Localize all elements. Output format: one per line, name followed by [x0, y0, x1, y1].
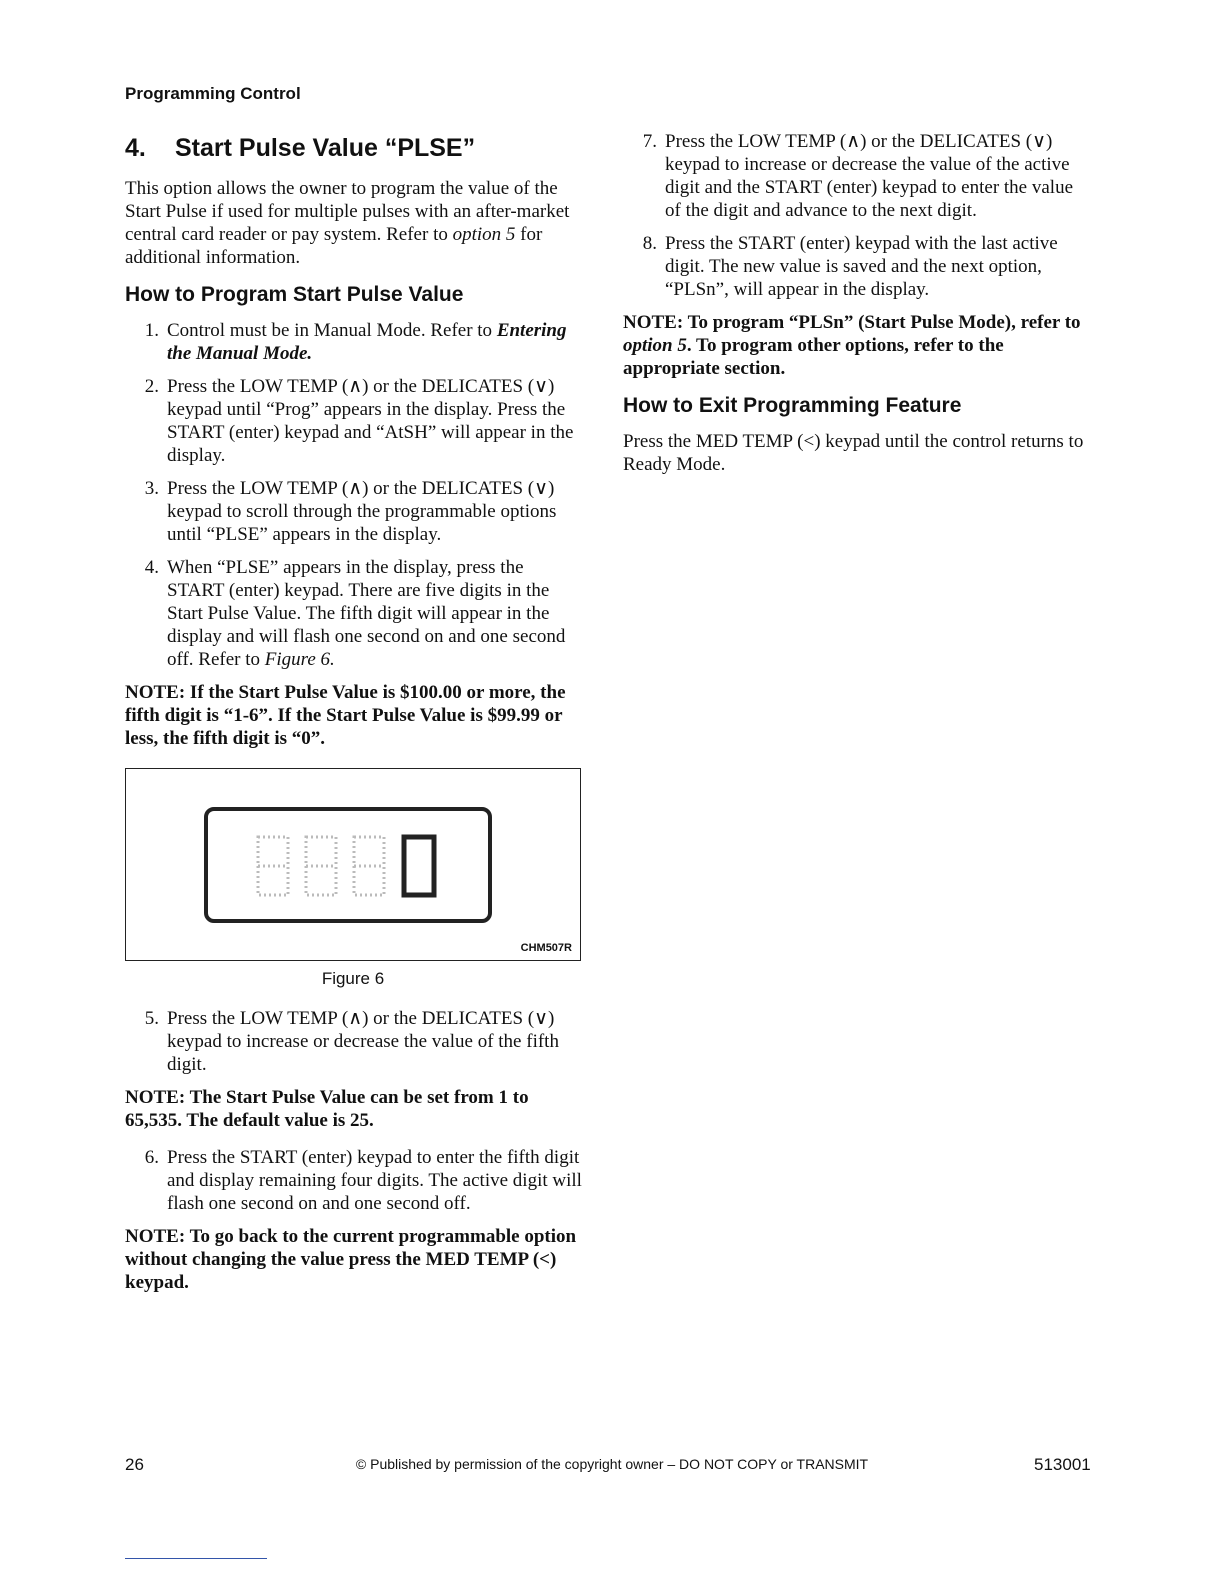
note-range: NOTE: The Start Pulse Value can be set from 1 to 65,535. The default value is 25. — [125, 1087, 529, 1131]
step-3: 3. Press the LOW TEMP (∧) or the DELICATES (∨) keypad to scroll through the programmable options until “PLSE” appears in the display. — [144, 478, 557, 545]
intro-option-ref: option 5 — [452, 224, 516, 245]
step-4: 4. When “PLSE” appears in the display, press the START (enter) keypad. There are five digits in the Start Pulse Value. The fifth digit will appear in the display and will flash one second on and one second off. Refer to Figure 6. — [144, 557, 566, 670]
right-column — [623, 130, 1093, 476]
figure-caption: Figure 6 — [321, 969, 385, 988]
copyright-notice: © Published by permission of the copyright owner – DO NOT COPY or TRANSMIT — [355, 1456, 869, 1472]
step-7: 7. Press the LOW TEMP (∧) or the DELICATES (∨) keypad to increase or decrease the value of the active digit and the START (enter) keypad to enter the value of the digit and advance to the next digit. — [642, 131, 1073, 221]
section-title — [125, 134, 585, 163]
footnote-rule — [125, 1558, 267, 1559]
note-plsn: NOTE: To program “PLSn” (Start Pulse Mode), refer to option 5. To program other options, refer to the appropriate section. — [623, 312, 1081, 379]
intro-paragraph: This option allows the owner to program the value of the Start Pulse if used for multiple pulses with an after-market central card reader or pay system. Refer to option 5 for additional information. — [125, 178, 570, 268]
doc-number: 513001 — [1034, 1455, 1091, 1474]
lcd-digit-text: 0 — [208, 811, 209, 812]
step-5: 5. Press the LOW TEMP (∧) or the DELICATES (∨) keypad to increase or decrease the value of the fifth digit. — [144, 1008, 559, 1075]
how-to-program-heading: How to Program Start Pulse Value — [125, 283, 464, 306]
manual-mode-ref: Entering the Manual Mode. — [167, 320, 567, 364]
active-digit-zero — [404, 837, 434, 895]
note-fifth-digit: NOTE: If the Start Pulse Value is $100.00 or more, the fifth digit is “1-6”. If the Start Pulse Value is $99.99 or less, the fifth digit is “0”. — [125, 682, 566, 749]
note-go-back: NOTE: To go back to the current programmable option without changing the value press the MED TEMP (<) keypad. — [125, 1226, 577, 1293]
section-number: 4. — [125, 134, 146, 162]
running-header: Programming Control — [125, 84, 301, 103]
exit-paragraph: Press the MED TEMP (<) keypad until the control returns to Ready Mode. — [623, 431, 1084, 475]
exit-heading: How to Exit Programming Feature — [623, 394, 962, 417]
step-2: 2. Press the LOW TEMP (∧) or the DELICATES (∨) keypad until “Prog” appears in the display. Press the START (enter) keypad and “AtSH” will appear in the display. — [144, 376, 574, 466]
step-8: 8. Press the START (enter) keypad with the last active digit. The new value is saved and the next option, “PLSn”, will appear in the display. — [642, 233, 1058, 300]
lcd-display — [204, 807, 492, 923]
step-6: 6. Press the START (enter) keypad to enter the fifth digit and display remaining four digits. The active digit will flash one second on and one second off. — [144, 1147, 582, 1214]
section-title-text: Start Pulse Value “PLSE” — [175, 134, 476, 162]
figure-ref: Figure 6. — [264, 649, 335, 670]
option-5-ref: option 5 — [623, 335, 687, 356]
figure-code: CHM507R — [520, 942, 572, 954]
step-1: 1. Control must be in Manual Mode. Refer to Entering the Manual Mode. — [144, 320, 567, 364]
page-number: 26 — [125, 1455, 144, 1474]
left-column — [125, 130, 585, 1308]
figure-6 — [125, 768, 581, 961]
